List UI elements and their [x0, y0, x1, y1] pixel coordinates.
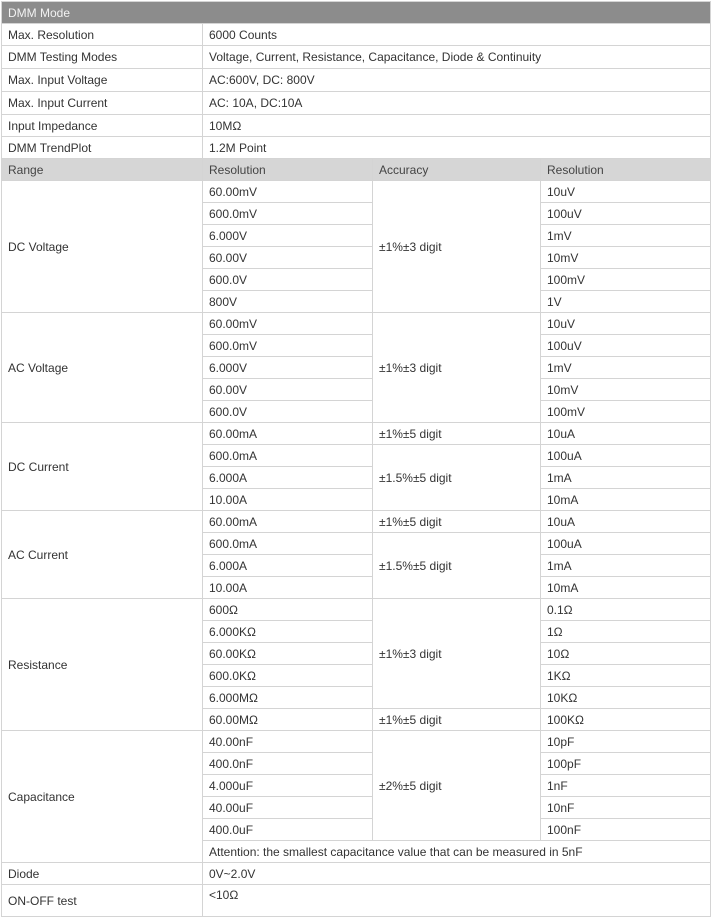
- range-value: 60.00V: [203, 379, 373, 401]
- resolution-value: 1mV: [541, 225, 711, 247]
- range-value: 6.000MΩ: [203, 687, 373, 709]
- resolution-value: 1mV: [541, 357, 711, 379]
- range-value: 800V: [203, 291, 373, 313]
- range-value: 600.0mV: [203, 203, 373, 225]
- range-value: 4.000uF: [203, 775, 373, 797]
- resolution-value: 1KΩ: [541, 665, 711, 687]
- resolution-value: 1mA: [541, 467, 711, 489]
- column-header: Range: [2, 159, 203, 181]
- range-value: 6.000A: [203, 555, 373, 577]
- spec-value: 1.2M Point: [203, 137, 711, 159]
- measurement-name: AC Voltage: [2, 313, 203, 423]
- measurement-name: AC Current: [2, 511, 203, 599]
- spec-value: AC: 10A, DC:10A: [203, 92, 711, 115]
- range-value: 400.0nF: [203, 753, 373, 775]
- dmm-spec-table-body: [2, 2, 711, 917]
- resolution-value: 100pF: [541, 753, 711, 775]
- range-value: 40.00uF: [203, 797, 373, 819]
- range-row: [2, 313, 711, 335]
- spec-label: DMM Testing Modes: [2, 46, 203, 69]
- range-value: 6.000V: [203, 225, 373, 247]
- footer-value: 0V~2.0V: [203, 863, 711, 885]
- column-header: Resolution: [203, 159, 373, 181]
- range-row: [2, 181, 711, 203]
- spec-value: 6000 Counts: [203, 24, 711, 46]
- range-value: 600.0mV: [203, 335, 373, 357]
- accuracy-value: ±1%±5 digit: [373, 423, 541, 445]
- resolution-value: 10uA: [541, 423, 711, 445]
- spec-row: [2, 24, 711, 46]
- range-value: 60.00mV: [203, 313, 373, 335]
- resolution-value: 0.1Ω: [541, 599, 711, 621]
- resolution-value: 10nF: [541, 797, 711, 819]
- resolution-value: 100uA: [541, 445, 711, 467]
- resolution-value: 100mV: [541, 269, 711, 291]
- range-value: 60.00mA: [203, 423, 373, 445]
- spec-value: Voltage, Current, Resistance, Capacitance, Diode & Continuity: [203, 46, 711, 69]
- spec-label: Max. Input Voltage: [2, 69, 203, 92]
- spec-row: [2, 46, 711, 69]
- section-title-row: [2, 2, 711, 24]
- resolution-value: 100uV: [541, 203, 711, 225]
- measurement-name: DC Voltage: [2, 181, 203, 313]
- footer-row: [2, 863, 711, 885]
- range-value: 60.00mA: [203, 511, 373, 533]
- range-value: 10.00A: [203, 489, 373, 511]
- range-row: [2, 423, 711, 445]
- resolution-value: 10KΩ: [541, 687, 711, 709]
- range-row: [2, 599, 711, 621]
- spec-value: 10MΩ: [203, 115, 711, 137]
- resolution-value: 10uV: [541, 181, 711, 203]
- range-value: 60.00MΩ: [203, 709, 373, 731]
- accuracy-value: ±2%±5 digit: [373, 731, 541, 841]
- range-row: [2, 731, 711, 753]
- column-header: Resolution: [541, 159, 711, 181]
- resolution-value: 1Ω: [541, 621, 711, 643]
- measurement-name: Capacitance: [2, 731, 203, 863]
- resolution-value: 1nF: [541, 775, 711, 797]
- spec-row: [2, 137, 711, 159]
- resolution-value: 1V: [541, 291, 711, 313]
- column-header-row: [2, 159, 711, 181]
- resolution-value: 10uV: [541, 313, 711, 335]
- range-value: 600.0KΩ: [203, 665, 373, 687]
- resolution-value: 100KΩ: [541, 709, 711, 731]
- resolution-value: 1mA: [541, 555, 711, 577]
- spec-label: Max. Input Current: [2, 92, 203, 115]
- range-row: [2, 511, 711, 533]
- accuracy-value: ±1%±5 digit: [373, 709, 541, 731]
- resolution-value: 10Ω: [541, 643, 711, 665]
- spec-row: [2, 69, 711, 92]
- footer-label: Diode: [2, 863, 203, 885]
- range-value: 600.0mA: [203, 445, 373, 467]
- section-title: DMM Mode: [2, 2, 711, 24]
- resolution-value: 10pF: [541, 731, 711, 753]
- range-value: 6.000A: [203, 467, 373, 489]
- column-header: Accuracy: [373, 159, 541, 181]
- range-value: 600.0V: [203, 401, 373, 423]
- range-value: 600Ω: [203, 599, 373, 621]
- accuracy-value: ±1%±5 digit: [373, 511, 541, 533]
- range-value: 60.00mV: [203, 181, 373, 203]
- spec-label: Input Impedance: [2, 115, 203, 137]
- resolution-value: 10mV: [541, 379, 711, 401]
- resolution-value: 100uA: [541, 533, 711, 555]
- dmm-spec-table: [1, 1, 711, 917]
- resolution-value: 100nF: [541, 819, 711, 841]
- range-value: 40.00nF: [203, 731, 373, 753]
- resolution-value: 10mA: [541, 489, 711, 511]
- spec-row: [2, 115, 711, 137]
- range-value: 600.0V: [203, 269, 373, 291]
- accuracy-value: ±1%±3 digit: [373, 313, 541, 423]
- resolution-value: 100mV: [541, 401, 711, 423]
- accuracy-value: ±1%±3 digit: [373, 599, 541, 709]
- resolution-value: 100uV: [541, 335, 711, 357]
- range-value: 60.00KΩ: [203, 643, 373, 665]
- footer-label: ON-OFF test: [2, 885, 203, 917]
- range-value: 400.0uF: [203, 819, 373, 841]
- range-value: 10.00A: [203, 577, 373, 599]
- accuracy-value: ±1%±3 digit: [373, 181, 541, 313]
- resolution-value: 10mA: [541, 577, 711, 599]
- measurement-name: Resistance: [2, 599, 203, 731]
- range-value: 6.000KΩ: [203, 621, 373, 643]
- accuracy-value: ±1.5%±5 digit: [373, 445, 541, 511]
- footer-value: <10Ω: [203, 885, 711, 917]
- spec-row: [2, 92, 711, 115]
- capacitance-note: Attention: the smallest capacitance value that can be measured in 5nF: [203, 841, 711, 863]
- spec-label: Max. Resolution: [2, 24, 203, 46]
- range-value: 600.0mA: [203, 533, 373, 555]
- range-value: 60.00V: [203, 247, 373, 269]
- resolution-value: 10uA: [541, 511, 711, 533]
- footer-row: [2, 885, 711, 917]
- spec-label: DMM TrendPlot: [2, 137, 203, 159]
- measurement-name: DC Current: [2, 423, 203, 511]
- accuracy-value: ±1.5%±5 digit: [373, 533, 541, 599]
- spec-value: AC:600V, DC: 800V: [203, 69, 711, 92]
- resolution-value: 10mV: [541, 247, 711, 269]
- range-value: 6.000V: [203, 357, 373, 379]
